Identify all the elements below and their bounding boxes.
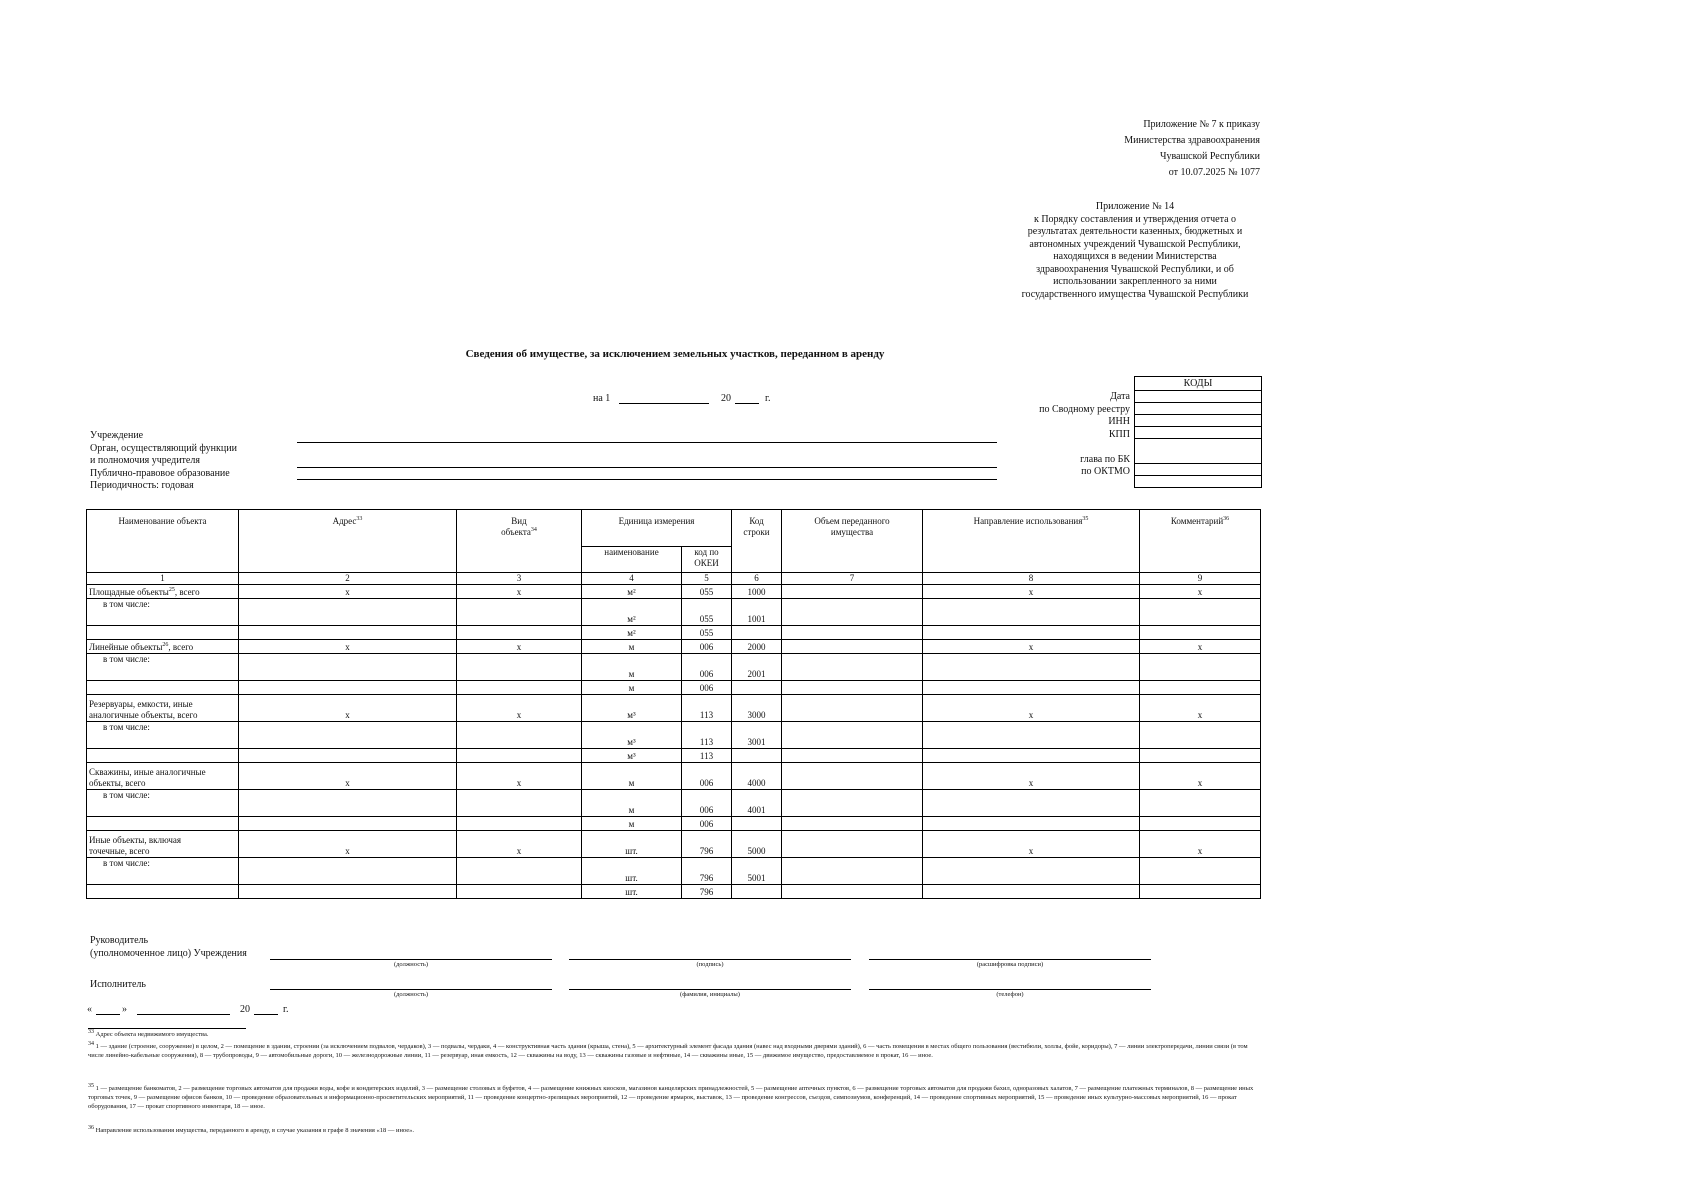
cell-input[interactable] [732, 626, 782, 640]
col-header-unit [582, 510, 732, 547]
footnote-text: Направление использования имущества, переданного в аренду, в случае указания в графе 8 значения «18 — иное». [95, 1127, 415, 1134]
sign-date-close: » [122, 1004, 127, 1015]
codes-labels [980, 391, 1130, 479]
cell-input[interactable] [923, 654, 1140, 681]
header-line: Приложение № 7 к приказу [1143, 119, 1260, 130]
head-label-line1: Руководитель [90, 935, 149, 946]
cell-unit: м² [582, 585, 682, 599]
col-header-volume-text2: имущества [830, 527, 874, 537]
cell-input[interactable] [457, 885, 582, 899]
public-entity-label: Публично-правовое образование [90, 467, 230, 479]
cell-row-code: 5001 [732, 858, 782, 885]
col-header-okei-text2: ОКЕИ [694, 558, 719, 568]
document-title: Сведения об имуществе, за исключением земельных участков, переданном в аренду [465, 348, 885, 360]
cell-input[interactable] [923, 885, 1140, 899]
periodicity-label: Периодичность: годовая [90, 480, 194, 491]
table-row [87, 695, 1261, 722]
cell-input[interactable] [87, 749, 239, 763]
cell-okei: 055 [682, 585, 732, 599]
row-label-including: в том числе: [87, 599, 239, 626]
col-header-okei [682, 547, 732, 573]
founder-label-line1: Орган, осуществляющий функции [90, 442, 237, 454]
col-header-name [87, 510, 239, 573]
col-header-kind [457, 510, 582, 573]
cell-x: x [239, 585, 457, 599]
date-year-prefix: 20 [721, 393, 731, 404]
cell-volume[interactable] [782, 599, 923, 626]
cell-input[interactable] [923, 749, 1140, 763]
footnote-text: 1 — размещение банкоматов, 2 — размещение торговых автоматов для продажи воды, кофе и кондитерских изделий, 3 — размещение столовых и буфетов, 4 — размещение книжных киосков, магазинов канцелярских принадлежностей, 5 — размещение аптечных пунктов, 6 — размещение торговых автоматов для продажи бахил, одноразовых халатов, 7 — размещение платежных терминалов, 8 — размещение иных торговых точек, 9 — размещение офисов банков, 10 — проведение образовательных и информационно-просветительских мероприятий, 11 — проведение концертно-зрелищных мероприятий, 12 — проведение ярмарок, выставок, 13 — проведение конгрессов, съездов, симпозиумов, конференций, 14 — проведение спортивных мероприятий, 15 — проведение иных культурно-массовых мероприятий, 16 — прокат оборудования, 17 — прокат спортивного инвентаря, 18 — иное. [88, 1085, 1254, 1110]
cell-input[interactable] [732, 681, 782, 695]
cell-x: x [457, 763, 582, 790]
footnote-ref: 34 [530, 527, 537, 533]
head-signature-field[interactable] [569, 959, 851, 960]
cell-input[interactable] [1140, 654, 1261, 681]
header-line: Чувашской Республики [1159, 151, 1260, 162]
col-header-row-code [732, 510, 782, 573]
cell-input[interactable] [1140, 858, 1261, 885]
column-number: 6 [732, 573, 782, 585]
cell-row-code: 4001 [732, 790, 782, 817]
cell-input[interactable] [1140, 749, 1261, 763]
col-header-row-code-text: Код [749, 516, 764, 526]
code-kpp-cell[interactable] [1135, 426, 1261, 438]
org-fields [90, 430, 237, 493]
code-registry-cell[interactable] [1135, 402, 1261, 414]
table-row [87, 599, 1261, 626]
appendix-order-header [980, 118, 1260, 179]
col-header-kind-text: Вид [511, 516, 527, 526]
header-line: Приложение № 14 [1095, 201, 1175, 212]
cell-row-code: 4000 [732, 763, 782, 790]
cell-unit: м [582, 640, 682, 654]
cell-input[interactable] [239, 858, 457, 885]
col-header-address-text: Адрес [332, 516, 357, 526]
caption-position: (должность) [393, 961, 429, 968]
cell-x: x [457, 640, 582, 654]
table-row [87, 585, 1261, 599]
footnote-number: 34 [88, 1040, 94, 1047]
table-row [87, 640, 1261, 654]
row-label [87, 763, 239, 790]
table-row [87, 858, 1261, 885]
row-label [87, 831, 239, 858]
cell-x: x [239, 695, 457, 722]
row-label [87, 585, 239, 599]
cell-input[interactable] [457, 817, 582, 831]
cell-volume[interactable] [782, 585, 923, 599]
col-header-unit-name [582, 547, 682, 573]
institution-field[interactable] [297, 442, 997, 443]
cell-okei: 796 [682, 831, 732, 858]
code-extra-cell[interactable] [1135, 475, 1261, 487]
footnote-36 [88, 1126, 1260, 1135]
codes-box [1134, 376, 1262, 488]
column-number: 3 [457, 573, 582, 585]
cell-okei: 796 [682, 885, 732, 899]
cell-input[interactable] [457, 626, 582, 640]
col-header-volume [782, 510, 923, 573]
date-prefix: на 1 [593, 393, 611, 404]
cell-okei: 113 [682, 695, 732, 722]
code-bk-cell[interactable] [1135, 438, 1261, 463]
cell-row-code: 3001 [732, 722, 782, 749]
cell-input[interactable] [1140, 817, 1261, 831]
cell-input[interactable] [239, 722, 457, 749]
cell-volume[interactable] [782, 831, 923, 858]
cell-input[interactable] [1140, 885, 1261, 899]
cell-input[interactable] [782, 681, 923, 695]
cell-volume[interactable] [782, 763, 923, 790]
footnote-ref: 26 [162, 642, 169, 648]
column-number: 9 [1140, 573, 1261, 585]
col-header-unit-name-text: наименование [604, 547, 659, 557]
founder-label-line2: и полномочия учредителя [90, 455, 200, 466]
sign-date-open: « [87, 1004, 92, 1015]
footnote-ref: 33 [356, 516, 363, 522]
cell-x: x [457, 695, 582, 722]
table-row [87, 790, 1261, 817]
cell-okei: 006 [682, 681, 732, 695]
table-row [87, 763, 1261, 790]
cell-input[interactable] [87, 885, 239, 899]
col-header-row-code-text2: строки [743, 527, 770, 537]
cell-unit: м² [582, 599, 682, 626]
cell-input[interactable] [457, 654, 582, 681]
cell-okei: 796 [682, 858, 732, 885]
table-row [87, 654, 1261, 681]
header-line: государственного имущества Чувашской Республики [1021, 288, 1249, 300]
column-number: 2 [239, 573, 457, 585]
date-year-field[interactable] [735, 403, 759, 404]
cell-input[interactable] [457, 681, 582, 695]
executor-label: Исполнитель [90, 979, 146, 990]
footnote-text: Адрес объекта недвижимого имущества. [95, 1031, 209, 1038]
cell-unit: м [582, 763, 682, 790]
cell-unit: шт. [582, 885, 682, 899]
cell-unit: м³ [582, 695, 682, 722]
public-entity-field[interactable] [297, 479, 997, 480]
cell-okei: 113 [682, 722, 732, 749]
cell-input[interactable] [782, 885, 923, 899]
row-label-text: Скважины, иные аналогичные [89, 767, 206, 777]
table-row [87, 749, 1261, 763]
table-row [87, 722, 1261, 749]
footnote-number: 35 [88, 1082, 94, 1089]
col-header-okei-text: код по [694, 547, 719, 557]
executor-name-field[interactable] [569, 989, 851, 990]
header-line: Министерства здравоохранения [1124, 135, 1260, 146]
cell-unit: м [582, 817, 682, 831]
head-position-field[interactable] [270, 959, 552, 960]
col-header-kind-text2: объекта [501, 527, 531, 537]
executor-position-field[interactable] [270, 989, 552, 990]
cell-unit: м [582, 681, 682, 695]
row-label-suffix: , всего [168, 642, 194, 652]
footnote-34 [88, 1042, 1260, 1060]
cell-input[interactable] [239, 681, 457, 695]
cell-unit: м³ [582, 749, 682, 763]
footnote-number: 33 [88, 1028, 94, 1035]
head-label [90, 934, 247, 960]
row-label-text: Площадные объекты [89, 587, 169, 597]
header-line: к Порядку составления и утверждения отчета о [1033, 213, 1237, 225]
header-line: от 10.07.2025 № 1077 [1168, 167, 1260, 178]
header-line: находящихся в ведении Министерства [1053, 251, 1217, 262]
cell-input[interactable] [239, 885, 457, 899]
cell-unit: м [582, 654, 682, 681]
cell-input[interactable] [1140, 681, 1261, 695]
cell-input[interactable] [923, 681, 1140, 695]
code-oktmo-cell[interactable] [1135, 463, 1261, 475]
cell-okei: 006 [682, 763, 732, 790]
institution-label: Учреждение [90, 430, 144, 441]
column-number: 8 [923, 573, 1140, 585]
sign-date-year-field[interactable] [254, 1014, 278, 1015]
row-label-text2: точечные, всего [89, 846, 150, 856]
cell-x: x [1140, 831, 1261, 858]
head-decode-field[interactable] [869, 959, 1151, 960]
cell-unit: шт. [582, 831, 682, 858]
table-row [87, 817, 1261, 831]
footnote-text: 1 — здание (строение, сооружение) в целом, 2 — помещение в здании, строении (за исключением подвалов, чердаков), 3 — подвалы, чердаки, 4 — конструктивная часть здания (крыша, стена), 5 — архитектурный элемент фасада здания (навес над входными дверями зданий), 6 — часть помещения в местах общего пользования (вестибюли, холлы, фойе, коридоры), 7 — линии электропередачи, линии связи (в том числе линейно-кабельные сооружения), 8 — трубопроводы, 9 — автомобильные дороги, 10 — железнодорожные линии, 11 — резервуар, иная емкость, 12 — скважины на воду, 13 — скважины газовые и нефтяные, 14 — скважины иные, 15 — движимое имущество, предоставляемое в прокат, 16 — иное. [88, 1043, 1248, 1059]
cell-row-code: 2001 [732, 654, 782, 681]
col-header-unit-text: Единица измерения [618, 516, 695, 526]
table-row [87, 885, 1261, 899]
codes-label-registry: по Сводному реестру [1039, 403, 1130, 415]
sign-date-suffix: г. [283, 1004, 289, 1015]
cell-input[interactable] [732, 749, 782, 763]
cell-okei: 006 [682, 817, 732, 831]
cell-volume[interactable] [782, 790, 923, 817]
cell-x: x [923, 695, 1140, 722]
founder-field[interactable] [297, 467, 997, 468]
header-line: здравоохранения Чувашской Республики, и об [1036, 263, 1234, 275]
cell-input[interactable] [457, 599, 582, 626]
header-line: использовании закрепленного за ними [1053, 276, 1217, 287]
codes-header: КОДЫ [1183, 378, 1213, 389]
cell-unit: м [582, 790, 682, 817]
cell-volume[interactable] [782, 722, 923, 749]
header-line: результатах деятельности казенных, бюджетных и [1027, 226, 1243, 237]
cell-input[interactable] [1140, 722, 1261, 749]
cell-input[interactable] [239, 599, 457, 626]
codes-label-inn: ИНН [1108, 416, 1130, 427]
caption-fio: (фамилия, инициалы) [680, 991, 740, 998]
cell-volume[interactable] [782, 640, 923, 654]
cell-input[interactable] [1140, 599, 1261, 626]
row-label-text: Иные объекты, включая [89, 835, 181, 845]
cell-input[interactable] [782, 749, 923, 763]
caption-position: (должность) [393, 991, 429, 998]
cell-x: x [239, 763, 457, 790]
row-label-including: в том числе: [87, 654, 239, 681]
row-label-text2: аналогичные объекты, всего [89, 710, 198, 720]
cell-x: x [923, 763, 1140, 790]
col-header-comment-text: Комментарий [1170, 516, 1224, 526]
cell-input[interactable] [457, 722, 582, 749]
row-label-text2: объекты, всего [89, 778, 146, 788]
sign-date-day-field[interactable] [96, 1014, 120, 1015]
row-label-text: Резервуары, емкости, иные [89, 699, 193, 709]
column-number: 5 [682, 573, 732, 585]
codes-label-bk: глава по БК [1080, 453, 1130, 465]
cell-input[interactable] [923, 817, 1140, 831]
cell-x: x [239, 831, 457, 858]
column-number: 7 [782, 573, 923, 585]
cell-x: x [1140, 585, 1261, 599]
cell-input[interactable] [923, 722, 1140, 749]
cell-row-code: 2000 [732, 640, 782, 654]
cell-volume[interactable] [782, 858, 923, 885]
cell-input[interactable] [1140, 790, 1261, 817]
cell-unit: шт. [582, 858, 682, 885]
footnote-divider [88, 1028, 246, 1029]
col-header-comment [1140, 510, 1261, 573]
cell-input[interactable] [457, 790, 582, 817]
cell-okei: 113 [682, 749, 732, 763]
col-header-address [239, 510, 457, 573]
cell-input[interactable] [457, 858, 582, 885]
cell-input[interactable] [87, 681, 239, 695]
codes-label-kpp: КПП [1108, 428, 1130, 440]
cell-input[interactable] [782, 817, 923, 831]
cell-x: x [1140, 763, 1261, 790]
cell-x: x [923, 831, 1140, 858]
appendix-procedure-header [1010, 201, 1260, 301]
codes-label-oktmo: по ОКТМО [1081, 466, 1130, 477]
table-row [87, 626, 1261, 640]
caption-phone: (телефон) [996, 991, 1024, 998]
caption-signature: (подпись) [696, 961, 724, 968]
cell-okei: 006 [682, 640, 732, 654]
column-numbers-row [87, 573, 1261, 585]
cell-input[interactable] [923, 599, 1140, 626]
caption-decode: (расшифровка подписи) [976, 961, 1044, 968]
row-label [87, 640, 239, 654]
sign-date-year-prefix: 20 [240, 1004, 250, 1015]
column-number: 1 [87, 573, 239, 585]
cell-input[interactable] [923, 858, 1140, 885]
cell-input[interactable] [239, 790, 457, 817]
col-header-name-text: Наименование объекта [118, 516, 207, 526]
code-inn-cell[interactable] [1135, 414, 1261, 426]
table-row [87, 831, 1261, 858]
cell-x: x [457, 585, 582, 599]
footnote-ref: 36 [1223, 516, 1230, 522]
head-label-line2: (уполномоченное лицо) Учреждения [90, 948, 247, 959]
cell-input[interactable] [87, 626, 239, 640]
property-table [86, 509, 1261, 899]
footnote-35 [88, 1084, 1260, 1111]
header-line: автономных учреждений Чувашской Республики, [1029, 238, 1241, 250]
code-date-cell[interactable] [1135, 390, 1261, 402]
cell-x: x [923, 585, 1140, 599]
cell-input[interactable] [239, 817, 457, 831]
cell-row-code: 1001 [732, 599, 782, 626]
footnote-33 [88, 1030, 1260, 1039]
cell-x: x [1140, 640, 1261, 654]
cell-input[interactable] [239, 626, 457, 640]
col-header-volume-text: Объем переданного [814, 516, 890, 526]
cell-okei: 055 [682, 599, 732, 626]
cell-row-code: 5000 [732, 831, 782, 858]
codes-label-date: Дата [1110, 391, 1130, 402]
date-day-field[interactable] [619, 403, 709, 404]
cell-unit: м² [582, 626, 682, 640]
row-label [87, 695, 239, 722]
footnote-ref: 25 [168, 587, 175, 593]
cell-okei: 055 [682, 626, 732, 640]
row-label-text: Линейные объекты [89, 642, 163, 652]
sign-date-month-field[interactable] [137, 1014, 230, 1015]
cell-okei: 006 [682, 790, 732, 817]
cell-volume[interactable] [782, 654, 923, 681]
cell-input[interactable] [87, 817, 239, 831]
cell-input[interactable] [782, 626, 923, 640]
cell-input[interactable] [732, 885, 782, 899]
cell-x: x [239, 640, 457, 654]
row-label-including: в том числе: [87, 858, 239, 885]
cell-input[interactable] [239, 654, 457, 681]
cell-input[interactable] [923, 626, 1140, 640]
col-header-direction-text: Направление использования [973, 516, 1083, 526]
footnote-ref: 35 [1082, 516, 1089, 522]
cell-input[interactable] [1140, 626, 1261, 640]
cell-input[interactable] [457, 749, 582, 763]
cell-x: x [457, 831, 582, 858]
cell-okei: 006 [682, 654, 732, 681]
row-label-suffix: , всего [174, 587, 200, 597]
cell-x: x [1140, 695, 1261, 722]
column-number: 4 [582, 573, 682, 585]
cell-input[interactable] [732, 817, 782, 831]
row-label-including: в том числе: [87, 722, 239, 749]
cell-x: x [923, 640, 1140, 654]
cell-input[interactable] [923, 790, 1140, 817]
footnote-number: 36 [88, 1124, 94, 1131]
cell-row-code: 3000 [732, 695, 782, 722]
cell-row-code: 1000 [732, 585, 782, 599]
date-suffix: г. [765, 393, 771, 404]
cell-unit: м³ [582, 722, 682, 749]
cell-volume[interactable] [782, 695, 923, 722]
table-row [87, 681, 1261, 695]
executor-phone-field[interactable] [869, 989, 1151, 990]
row-label-including: в том числе: [87, 790, 239, 817]
cell-input[interactable] [239, 749, 457, 763]
col-header-direction [923, 510, 1140, 573]
